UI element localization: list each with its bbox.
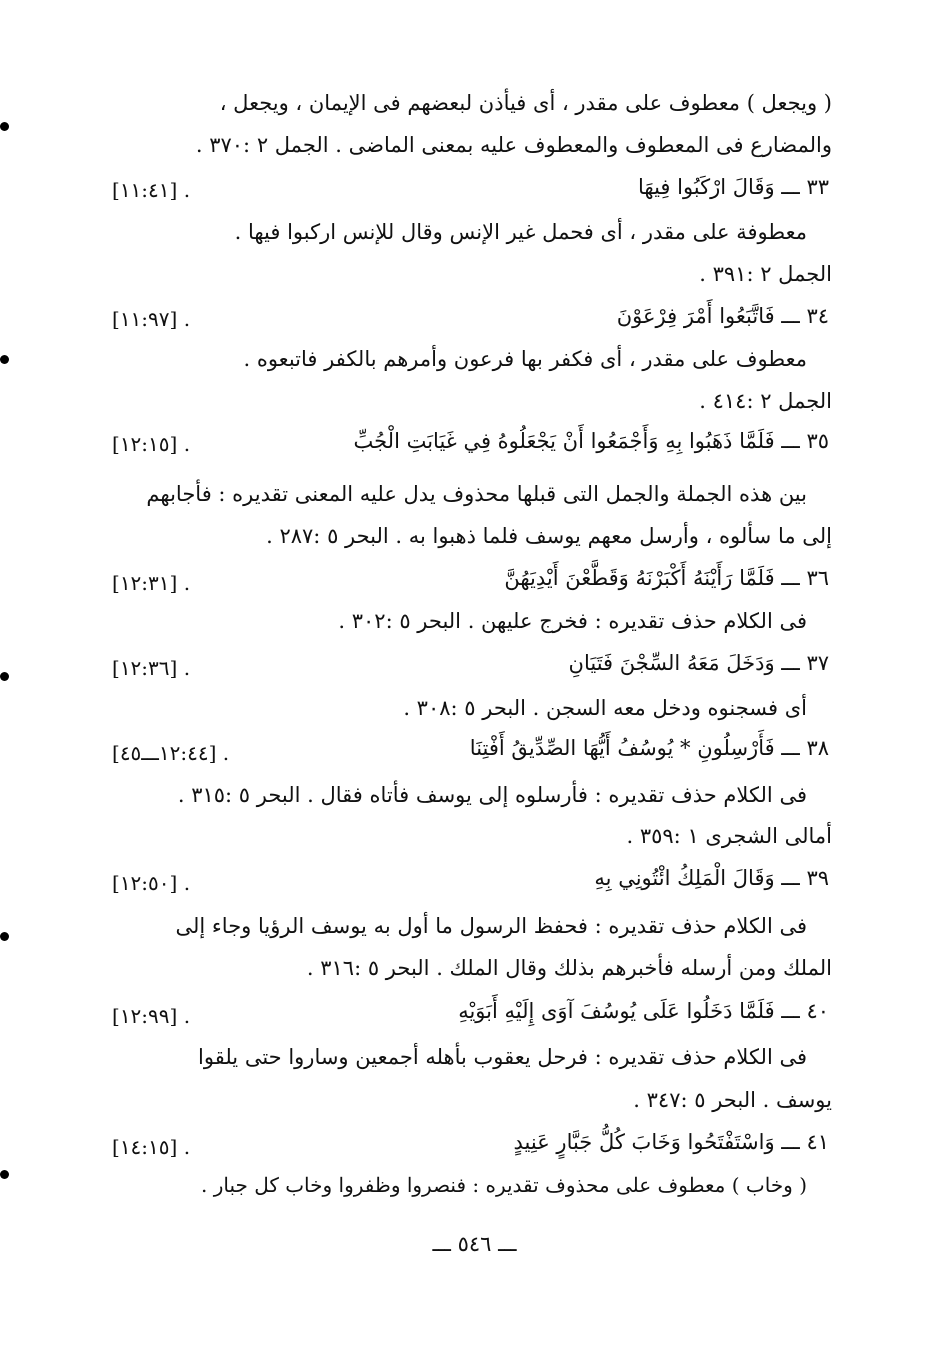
text-line: فى الكلام حذف تقديره : فحفظ الرسول ما أول به يوسف الرؤيا وجاء إلى [175, 914, 807, 938]
text-line: الملك ومن أرسله فأخبرهم بذلك وقال الملك . البحر ٥ :٣١٦ . [306, 956, 832, 980]
text-line: بين هذه الجملة والجمل التى قبلها محذوف يدل عليه المعنى تقديره : فأجابهم [146, 482, 807, 506]
verse-line: ٣٧ ـــ وَدَخَلَ مَعَهُ السِّجْنَ فَتَيَانِ [568, 651, 829, 675]
verse-reference: [١٢:٥٠] . [112, 871, 191, 895]
verse-reference: [١٢:٣٦] . [112, 656, 191, 680]
margin-mark [0, 932, 9, 941]
text-line: الجمل ٢ :٣٩١ . [699, 262, 832, 286]
margin-mark [0, 355, 9, 364]
verse-line: ٤٠ ـــ فَلَمَّا دَخَلُوا عَلَى يُوسُفَ آوَى إِلَيْهِ أَبَوَيْهِ [458, 999, 829, 1023]
margin-mark [0, 1170, 9, 1179]
verse-line: ٣٣ ـــ وَقَالَ ارْكَبُوا فِيهَا [637, 175, 829, 199]
text-line: فى الكلام حذف تقديره : فرحل يعقوب بأهله أجمعين وساروا حتى يلقوا [198, 1045, 807, 1069]
text-line: ( ويجعل ) معطوف على مقدر ، أى فيأذن لبعضهم فى الإيمان ، ويجعل ، [219, 91, 832, 115]
margin-mark [0, 122, 9, 131]
text-line: أى فسجنوه ودخل معه السجن . البحر ٥ :٣٠٨ . [403, 696, 807, 720]
verse-line: ٣٨ ـــ فَأَرْسِلُونِ * يُوسُفُ أَيُّهَا الصِّدِّيقُ أَفْتِنَا [469, 736, 829, 760]
text-line: يوسف . البحر ٥ :٣٤٧ . [633, 1088, 832, 1112]
verse-reference: [١٢:٣١] . [112, 571, 191, 595]
verse-reference: [١١:٩٧] . [112, 307, 191, 331]
verse-line: ٣٩ ـــ وَقَالَ الْمَلِكُ ائْتُونِي بِهِ [594, 866, 829, 890]
text-line: فى الكلام حذف تقديره : فخرج عليهن . البحر ٥ :٣٠٢ . [338, 609, 807, 633]
verse-line: ٣٦ ـــ فَلَمَّا رَأَيْنَهُ أَكْبَرْنَهُ وَقَطَّعْنَ أَيْدِيَهُنَّ [504, 566, 829, 590]
page-number: ـــ ٥٤٦ ـــ [432, 1232, 517, 1256]
verse-reference: [١١:٤١] . [112, 178, 191, 202]
text-line: أمالى الشجرى ١ :٣٥٩ . [626, 824, 832, 848]
verse-line: ٣٥ ـــ فَلَمَّا ذَهَبُوا بِهِ وَأَجْمَعُوا أَنْ يَجْعَلُوهُ فِي غَيَابَتِ الْجُبِّ [353, 429, 829, 453]
verse-line: ٤١ ـــ وَاسْتَفْتَحُوا وَخَابَ كُلُّ جَبَّارٍ عَنِيدٍ [513, 1130, 829, 1154]
verse-reference: [١٤:١٥] . [112, 1135, 191, 1159]
text-line: فى الكلام حذف تقديره : فأرسلوه إلى يوسف فأتاه فقال . البحر ٥ :٣١٥ . [177, 783, 807, 807]
verse-reference: [١٢:٤٤ـــ٤٥] . [112, 741, 230, 765]
text-line: معطوفة على مقدر ، أى فحمل غير الإنس وقال للإنس اركبوا فيها . [234, 220, 807, 244]
margin-mark [0, 672, 9, 681]
text-line: إلى ما سألوه ، وأرسل معهم يوسف فلما ذهبوا به . البحر ٥ :٢٨٧ . [266, 524, 832, 548]
text-line: والمضارع فى المعطوف والمعطوف عليه بمعنى الماضى . الجمل ٢ :٣٧٠ . [195, 133, 832, 157]
text-line: ( وخاب ) معطوف على محذوف تقديره : فنصروا وظفروا وخاب كل جبار . [200, 1173, 807, 1197]
text-line: الجمل ٢ :٤١٤ . [699, 389, 832, 413]
verse-reference: [١٢:١٥] . [112, 432, 191, 456]
text-line: معطوف على مقدر ، أى فكفر بها فرعون وأمرهم بالكفر فاتبعوه . [243, 347, 807, 371]
verse-line: ٣٤ ـــ فَاتَّبَعُوا أَمْرَ فِرْعَوْنَ [616, 304, 829, 328]
verse-reference: [١٢:٩٩] . [112, 1004, 191, 1028]
